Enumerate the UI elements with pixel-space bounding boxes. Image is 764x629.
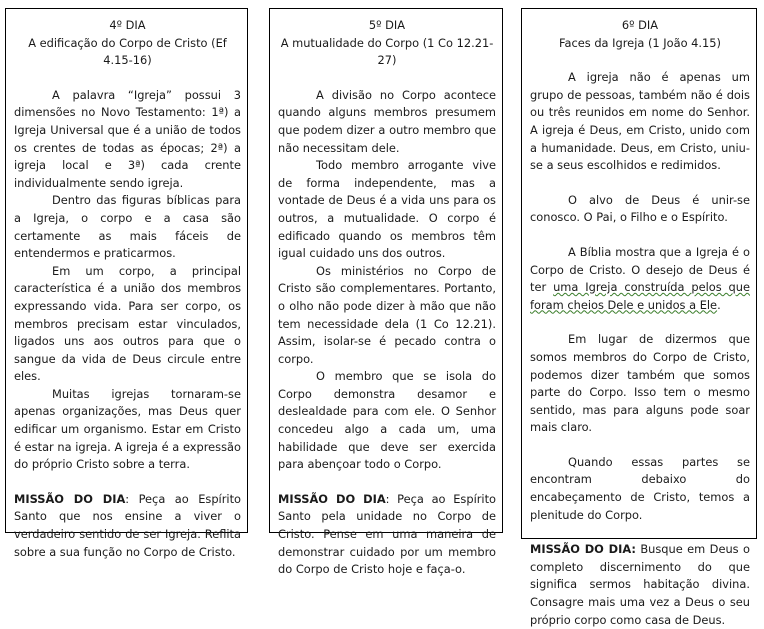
mission-text: : Peça ao Espírito Santo pela unidade no Corpo de Cristo. Pense em uma maneira de demonstrar cuidado por um membro do Corpo de Cristo hoje e faça-o. bbox=[278, 491, 497, 577]
mission-label: MISSÃO DO DIA bbox=[14, 491, 126, 506]
mission-label: MISSÃO DO DIA bbox=[278, 491, 386, 506]
day-4-paragraph: A palavra “Igreja” possui 3 dimensões no Novo Testamento: 1ª) a Igreja Universal que é a união de todos os crentes de todas as épocas; 2ª) a igreja local e 3ª) cada crente individualmente sendo igreja. bbox=[14, 87, 241, 190]
day-6-paragraph bbox=[530, 244, 750, 314]
day-4-title: A edificação do Corpo de Cristo (Ef 4.15-16) bbox=[28, 35, 227, 68]
mission-text: : Peça ao Espírito Santo que nos ensine a viver o verdadeiro sentido de ser Igreja. Reflita sobre a sua função no Corpo de Cristo. bbox=[14, 491, 242, 559]
day-4-heading: 4º DIA bbox=[109, 18, 146, 32]
day-5-paragraph: Os ministérios no Corpo de Cristo são complementares. Portanto, o olho não pode dizer à mão que não tem necessidade dela (1 Co 12.21). Assim, isolar-se é pecado contra o corpo. bbox=[278, 263, 496, 366]
day-5-paragraph: O membro que se isola do Corpo demonstra desamor e deslealdade para com ele. O Senhor concedeu algo a cada um, uma habilidade que deve ser exercida para abençoar todo o Corpo. bbox=[278, 369, 496, 472]
mission-text: Busque em Deus o completo discernimento do que significa sermos habitação divina. Consagre mais uma vez a Deus o seu próprio corpo como casa de Deus. bbox=[530, 542, 750, 627]
day-4-paragraph: Muitas igrejas tornaram-se apenas organizações, mas Deus quer edificar um organismo. Estar em Cristo é estar na igreja. A igreja é a expressão do próprio Cristo sobre a terra. bbox=[14, 386, 241, 472]
day-5-paragraph: A divisão no Corpo acontece quando alguns membros presumem que podem dizer a outro membro que não necessitam dele. bbox=[278, 87, 496, 155]
day-5-card bbox=[269, 8, 503, 577]
day-4-card bbox=[5, 8, 248, 559]
day-6-mission bbox=[530, 541, 750, 629]
day-5-heading: 5º DIA bbox=[368, 18, 406, 32]
day-6-paragraph: Quando essas partes se encontram debaixo do encabeçamento de Cristo, temos a plenitude do Corpo. bbox=[530, 454, 750, 522]
day-4-paragraph: Dentro das figuras bíblicas para a Igreja, o corpo e a casa são certamente as mais fáceis de entendermos e praticarmos. bbox=[14, 193, 241, 261]
day-5-mission bbox=[278, 491, 496, 579]
day-5-paragraph: Todo membro arrogante vive de forma independente, mas a vontade de Deus é a vida uns para os outros, a mutualidade. O corpo é edificado quando os membros têm igual cuidado uns dos outros. bbox=[278, 158, 496, 261]
day-5-title: A mutualidade do Corpo (1 Co 12.21-27) bbox=[280, 35, 494, 68]
day-4-mission bbox=[14, 491, 241, 561]
day-6-title: Faces da Igreja (1 João 4.15) bbox=[559, 35, 721, 50]
day-6-paragraph: O alvo de Deus é unir-se conosco. O Pai, o Filho e o Espírito. bbox=[530, 192, 750, 225]
day-6-paragraph: Em lugar de dizermos que somos membros do Corpo de Cristo, podemos dizer também que somos parte do Corpo. Isso tem o mesmo sentido, mas para alguns pode soar mais claro. bbox=[530, 332, 750, 435]
day-6-card bbox=[521, 8, 757, 627]
day-6-paragraph: A igreja não é apenas um grupo de pessoas, também não é dois ou três reunidos em nome do Senhor. A igreja é Deus, em Cristo, unido com a humanidade. Deus, em Cristo, uniu-se a seus escolhidos e redimidos. bbox=[530, 70, 750, 173]
day-6-text: . bbox=[717, 297, 721, 312]
day-6-text: A Bíblia mostra que a Igreja é o Corpo de Cristo. O desejo de Deus é ter bbox=[530, 244, 750, 295]
day-6-underlined-text: uma Igreja construída pelos que foram cheios Dele e unidos a Ele bbox=[530, 280, 750, 312]
mission-label: MISSÃO DO DIA: bbox=[530, 542, 636, 557]
day-4-paragraph: Em um corpo, a principal característica é a união dos membros expressando vida. Para ser corpo, os membros precisam estar vinculados, ligados uns aos outros para que o sangue da vida de Deus circule entre eles. bbox=[14, 263, 241, 384]
day-6-heading: 6º DIA bbox=[621, 18, 659, 32]
